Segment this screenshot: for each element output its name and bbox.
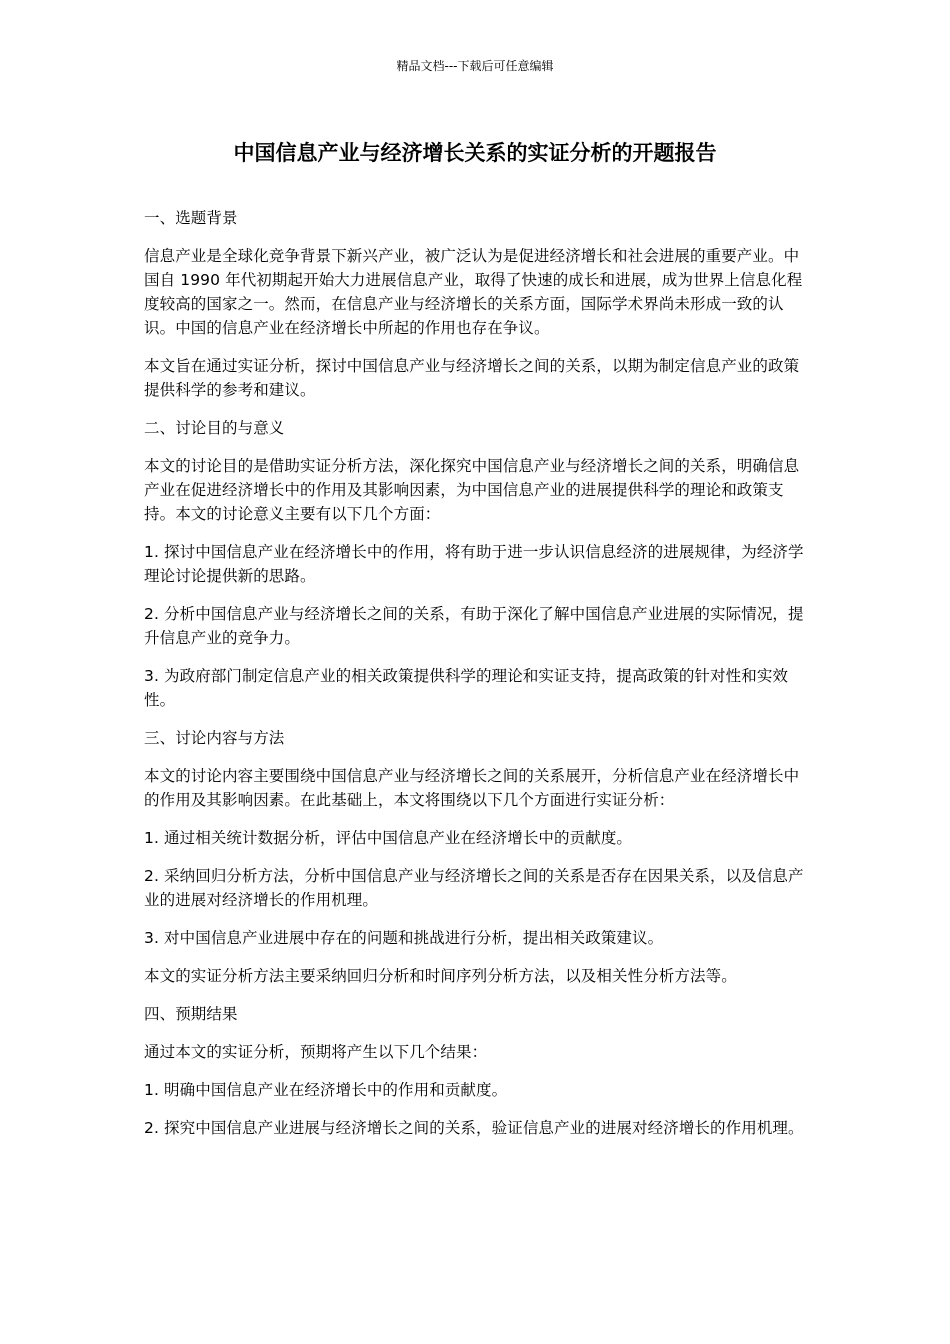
section-heading-purpose: 二、讨论目的与意义 (144, 419, 285, 437)
list-item: 2. 采纳回归分析方法，分析中国信息产业与经济增长之间的关系是否存在因果关系，以及信息产业的进展对经济增长的作用机理。 (144, 867, 804, 909)
list-item: 1. 明确中国信息产业在经济增长中的作用和贡献度。 (144, 1081, 508, 1099)
section-heading-content: 三、讨论内容与方法 (144, 729, 285, 747)
paragraph: 信息产业是全球化竞争背景下新兴产业，被广泛认为是促进经济增长和社会进展的重要产业。中国自 1990 年代初期起开始大力进展信息产业，取得了快速的成长和进展，成为世界上信息化程度较高的国家之一。然而，在信息产业与经济增长的关系方面，国际学术界尚未形成一致的认识。中国的信息产业在经济增长中所起的作用也存在争议。 (144, 247, 803, 337)
paragraph: 本文的实证分析方法主要采纳回归分析和时间序列分析方法，以及相关性分析方法等。 (144, 967, 737, 985)
list-item: 1. 通过相关统计数据分析，评估中国信息产业在经济增长中的贡献度。 (144, 829, 633, 847)
paragraph: 本文的讨论内容主要围绕中国信息产业与经济增长之间的关系展开，分析信息产业在经济增长中的作用及其影响因素。在此基础上，本文将围绕以下几个方面进行实证分析： (144, 767, 800, 809)
header-note: 精品文档---下载后可任意编辑 (396, 59, 554, 73)
section-heading-background: 一、选题背景 (144, 209, 238, 227)
paragraph: 本文旨在通过实证分析，探讨中国信息产业与经济增长之间的关系，以期为制定信息产业的政策提供科学的参考和建议。 (144, 357, 800, 399)
paragraph: 通过本文的实证分析，预期将产生以下几个结果： (144, 1043, 488, 1061)
list-item: 3. 对中国信息产业进展中存在的问题和挑战进行分析，提出相关政策建议。 (144, 929, 664, 947)
document-body (144, 206, 810, 1154)
document-title: 中国信息产业与经济增长关系的实证分析的开题报告 (233, 141, 717, 165)
list-item: 1. 探讨中国信息产业在经济增长中的作用，将有助于进一步认识信息经济的进展规律，为经济学理论讨论提供新的思路。 (144, 543, 804, 585)
paragraph: 本文的讨论目的是借助实证分析方法，深化探究中国信息产业与经济增长之间的关系，明确信息产业在促进经济增长中的作用及其影响因素，为中国信息产业的进展提供科学的理论和政策支持。本文的讨论意义主要有以下几个方面： (144, 457, 800, 523)
list-item: 2. 探究中国信息产业进展与经济增长之间的关系，验证信息产业的进展对经济增长的作用机理。 (144, 1119, 804, 1137)
list-item: 3. 为政府部门制定信息产业的相关政策提供科学的理论和实证支持，提高政策的针对性和实效性。 (144, 667, 789, 709)
section-heading-results: 四、预期结果 (144, 1005, 238, 1023)
list-item: 2. 分析中国信息产业与经济增长之间的关系，有助于深化了解中国信息产业进展的实际情况，提升信息产业的竞争力。 (144, 605, 804, 647)
